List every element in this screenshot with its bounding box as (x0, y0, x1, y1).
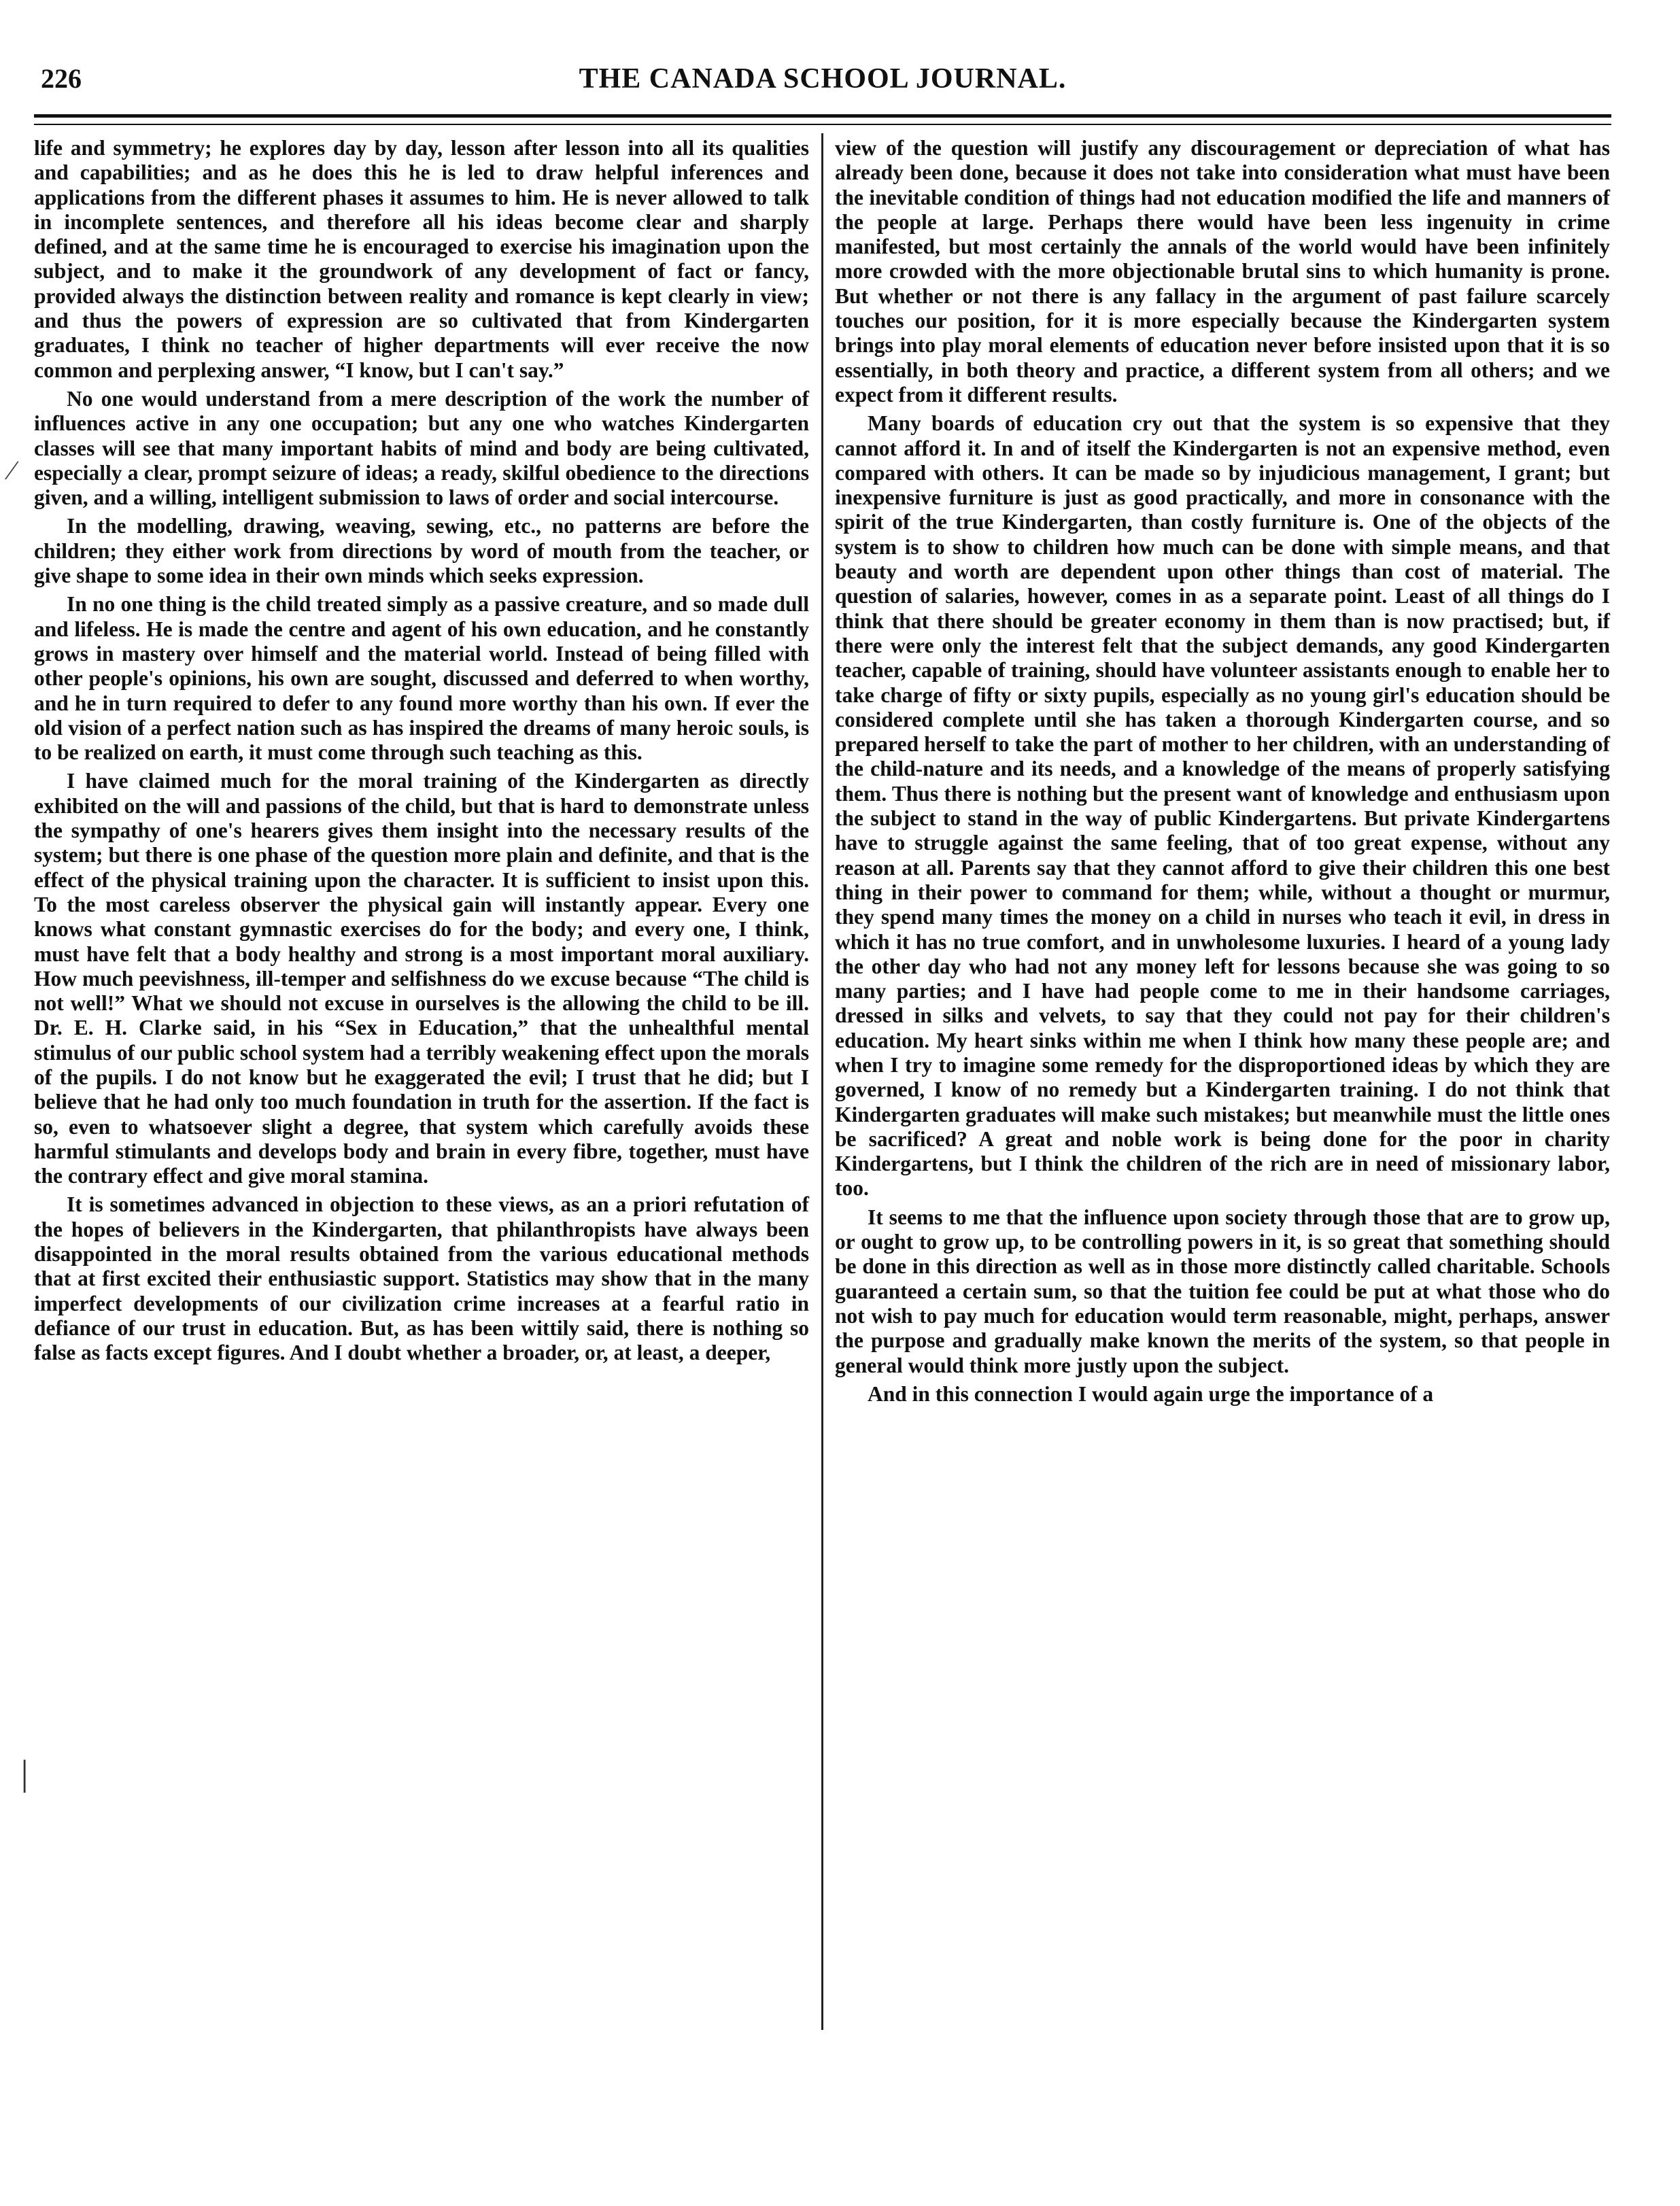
page-number: 226 (41, 63, 82, 94)
right-column (835, 136, 1610, 1411)
paragraph: In the modelling, drawing, weaving, sewing, etc., no patterns are before the children; they either work from directions by word of mouth from the teacher, or give shape to some idea in their own minds which seeks expression. (34, 514, 809, 588)
running-title: THE CANADA SCHOOL JOURNAL. (579, 63, 1067, 94)
header-rule-thick (34, 114, 1611, 118)
paragraph: It seems to me that the influence upon society through those that are to grow up, or ought to grow up, to be controlling powers in it, is so great that something should be done in this direction as well as in those more distinctly called charitable. Schools guaranteed a certain sum, so that the tuition fee could be put at what those who do not wish to pay much for education would term reasonable, might, perhaps, answer the purpose and gradually make known the merits of the system, so that people in general would think more justly upon the subject. (835, 1205, 1610, 1377)
page-header (27, 63, 1618, 110)
left-column (34, 136, 809, 1370)
margin-pencil-mark: │ (15, 1760, 35, 1791)
paragraph: No one would understand from a mere description of the work the number of influences active in any one occupation; but any one who watches Kindergarten classes will see that many important habits of mind and body are being cultivated, especially a clear, prompt seizure of ideas; a ready, skilful obedience to the directions given, and a willing, intelligent submission to laws of order and social intercourse. (34, 386, 809, 510)
header-rule-thin (34, 124, 1611, 125)
paragraph: I have claimed much for the moral training of the Kindergarten as directly exhibited on the will and passions of the child, but that is hard to demonstrate unless the sympathy of one's hearers gives them insight into the necessary results of the system; but there is one phase of the question more plain and definite, and that is the effect of the physical training upon the character. It is sufficient to insist upon this. To the most careless observer the physical gain will instantly appear. Every one knows what constant gymnastic exercises do for the body; and every one, I think, must have felt that a body healthy and strong is a most important moral auxiliary. How much peevishness, ill-temper and selfishness do we excuse because “The child is not well!” What we should not excuse in ourselves is the allowing the child to be ill. Dr. E. H. Clarke said, in his “Sex in Education,” that the unhealthful mental stimulus of our public school system had a terribly weakening effect upon the morals of the pupils. I do not know but he exaggerated the evil; I trust that he did; but I believe that he had only too much foundation in truth for the assertion. If the fact is so, even to whatsoever slight a degree, that system which carefully avoids these harmful stimulants and develops body and brain in every fibre, together, must have the contrary effect and give moral stamina. (34, 769, 809, 1188)
paragraph: view of the question will justify any discouragement or depreciation of what has already been done, because it does not take into consideration what must have been the inevitable condition of things had not education modified the life and manners of the people at large. Perhaps there would have been less ingenuity in crime manifested, but most certainly the annals of the world would have been infinitely more crowded with the more objectionable brutal sins to which humanity is prone. But whether or not there is any fallacy in the argument of past failure scarcely touches our position, for it is more especially because the Kindergarten system brings into play moral elements of education never before insisted upon that it is so essentially, in both theory and practice, a different system from all others; and we expect from it different results. (835, 136, 1610, 407)
paragraph: In no one thing is the child treated simply as a passive creature, and so made dull and lifeless. He is made the centre and agent of his own education, and he constantly grows in mastery over himself and the material world. Instead of being filled with other people's opinions, his own are sought, discussed and deferred to when worthy, and he in turn required to defer to any found more worthy than his own. If ever the old vision of a perfect nation such as has inspired the dreams of many heroic souls, is to be realized on earth, it must come through such teaching as this. (34, 592, 809, 765)
paragraph: And in this connection I would again urge the importance of a (868, 1381, 1434, 1406)
paragraph: It is sometimes advanced in objection to these views, as an a priori refutation of the hopes of believers in the Kindergarten, that philanthropists have always been disappointed in the moral results obtained from the various educational methods that at first excited their enthusiastic support. Statistics may show that in the many imperfect developments of our civilization crime increases at a fearful ratio in defiance of our trust in education. But, as has been wittily said, there is nothing so false as facts except figures. And I doubt whether a broader, or, at least, a deeper, (34, 1192, 809, 1365)
margin-pencil-mark: ∕ (10, 455, 14, 485)
paragraph: Many boards of education cry out that the system is so expensive that they cannot afford it. In and of itself the Kindergarten is not an expensive method, even compared with others. It can be made so by injudicious management, I grant; but inexpensive furniture is just as good practically, and more in consonance with the spirit of the true Kindergarten, than costly furniture is. One of the objects of the system is to show to children how much can be done with simple means, and that beauty and worth are dependent upon other things than cost of material. The question of salaries, however, comes in as a separate point. Least of all things do I think that there should be greater economy in them than is now practised; but, if there were only the interest felt that the subject demands, any good Kindergarten teacher, capable of training, should have volunteer assistants enough to enable her to take charge of fifty or sixty pupils, especially as no young girl's education should be considered complete until she has taken a thorough Kindergarten course, and so prepared herself to take the part of mother to her children, with an understanding of the child-nature and its needs, and a knowledge of the means of properly satisfying them. Thus there is nothing but the present want of knowledge and enthusiasm upon the subject to stand in the way of public Kindergartens. But private Kindergartens have to struggle against the same feeling, that of too great expense, without any reason at all. Parents say that they cannot afford to give their children this one best thing in their power to command for them; while, without a thought or murmur, they spend many times the money on a child in nurses who teach it evil, in dress in which it has no true comfort, and in unwholesome luxuries. I heard of a young lady the other day who had not any money left for lessons because she was going to so many parties; and I have had people come to me in their handsome carriages, dressed in silks and velvets, to say that they could not pay for their children's education. My heart sinks within me when I think how many these people are; and when I try to imagine some remedy for the disproportioned ideas by which they are governed, I know of no remedy but a Kindergarten training. I do not think that Kindergarten graduates will make such mistakes; but meanwhile must the little ones be sacrificed? A great and noble work is being done for the poor in charity Kindergartens, but I think the children of the rich are in need of missionary labor, too. (835, 411, 1610, 1201)
paragraph: life and symmetry; he explores day by day, lesson after lesson into all its qualities and capabilities; and as he does this he is led to draw helpful inferences and applications from the different phases it assumes to him. He is never allowed to talk in incomplete sentences, and therefore all his ideas become clear and sharply defined, and at the same time he is encouraged to exercise his imagination upon the subject, and to make it the groundwork of any development of fact or fancy, provided always the distinction between reality and romance is kept clearly in view; and thus the powers of expression are so cultivated that from Kindergarten graduates, I think no teacher of higher departments will ever receive the now common and perplexing answer, “I know, but I can't say.” (34, 136, 809, 382)
column-divider (821, 133, 823, 2030)
